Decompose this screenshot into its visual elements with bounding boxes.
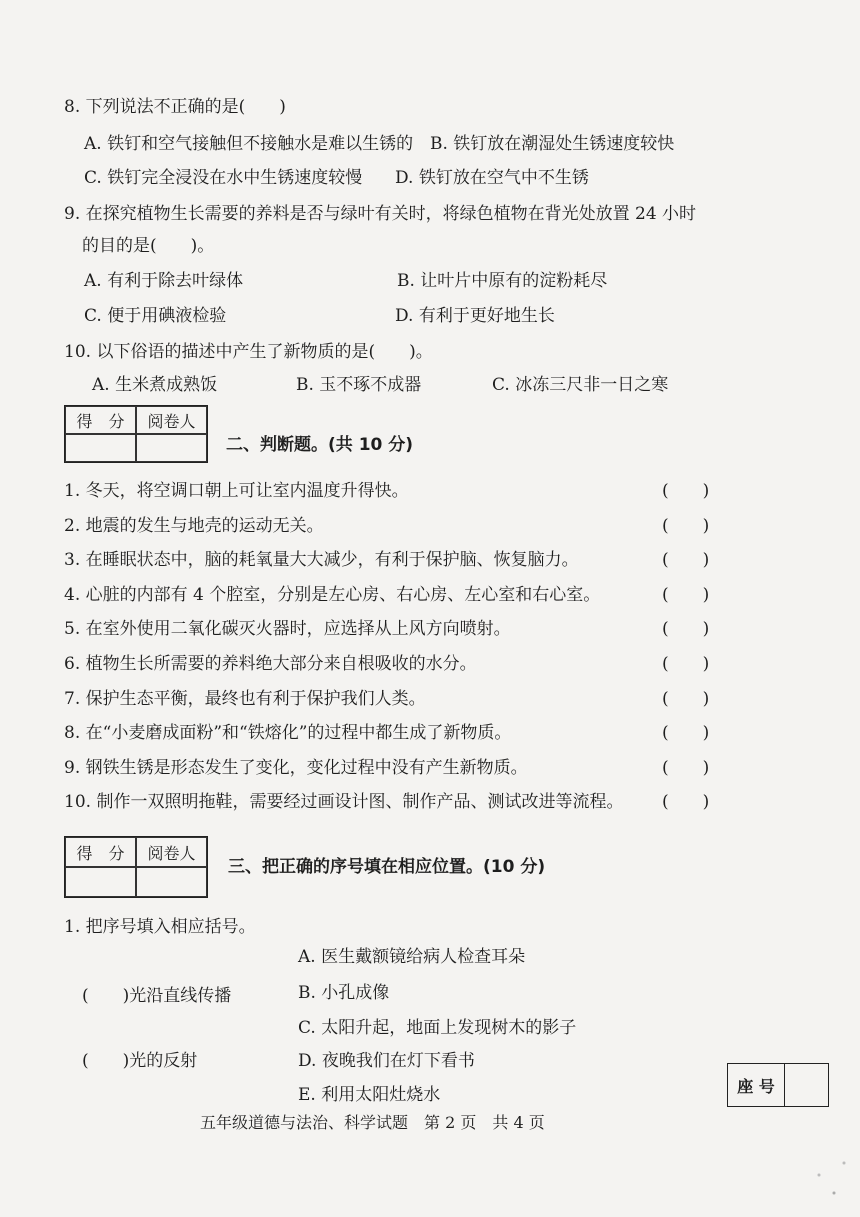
score-label: 得 分 [65,837,136,867]
q8-option-d: D. 铁钉放在空气中不生锈 [395,168,589,188]
section2-title: 二、判断题。(共 10 分) [226,435,414,455]
true-false-item: 10. 制作一双照明拖鞋，需要经过画设计图、制作产品、测试改进等流程。 [64,792,624,812]
q9-option-d: D. 有利于更好地生长 [395,306,555,326]
section2-score-box [64,405,208,463]
answer-paren[interactable]: ( ) [662,792,710,812]
score-cell [65,867,136,897]
q9-stem-line2: 的目的是( )。 [82,236,215,256]
q8-option-b: B. 铁钉放在潮湿处生锈速度较快 [430,134,675,154]
true-false-item: 3. 在睡眠状态中，脑的耗氧量大大减少，有利于保护脑、恢复脑力。 [64,550,579,570]
grader-cell [136,434,207,462]
seat-number-box [727,1063,829,1107]
true-false-item: 7. 保护生态平衡，最终也有利于保护我们人类。 [64,689,426,709]
answer-paren[interactable]: ( ) [662,723,710,743]
q8-option-c: C. 铁钉完全浸没在水中生锈速度较慢 [84,168,363,188]
s3-q1-stem: 1. 把序号填入相应括号。 [64,917,256,937]
s3-option-d: D. 夜晚我们在灯下看书 [298,1051,475,1071]
s3-option-c: C. 太阳升起，地面上发现树木的影子 [298,1018,577,1038]
page-footer: 五年级道德与法治、科学试题 第 2 页 共 4 页 [200,1113,545,1132]
score-cell [65,434,136,462]
s3-blank-reflection: ( )光的反射 [82,1051,198,1071]
answer-paren[interactable]: ( ) [662,481,710,501]
answer-paren[interactable]: ( ) [662,689,710,709]
s3-option-b: B. 小孔成像 [298,983,390,1003]
true-false-item: 6. 植物生长所需要的养料绝大部分来自根吸收的水分。 [64,654,477,674]
score-label: 得 分 [65,406,136,434]
scan-noise [804,1151,854,1211]
q8-stem: 8. 下列说法不正确的是( ) [64,97,286,117]
q8-option-a: A. 铁钉和空气接触但不接触水是难以生锈的 [84,134,414,154]
true-false-item: 9. 钢铁生锈是形态发生了变化，变化过程中没有产生新物质。 [64,758,528,778]
true-false-item: 5. 在室外使用二氧化碳灭火器时，应选择从上风方向喷射。 [64,619,511,639]
s3-option-a: A. 医生戴额镜给病人检查耳朵 [298,947,526,967]
q9-option-a: A. 有利于除去叶绿体 [84,271,244,291]
true-false-item: 8. 在“小麦磨成面粉”和“铁熔化”的过程中都生成了新物质。 [64,723,512,743]
q10-stem: 10. 以下俗语的描述中产生了新物质的是( )。 [64,342,433,362]
q10-option-a: A. 生米煮成熟饭 [92,375,218,395]
seat-number-field [785,1064,828,1106]
seat-number-label: 座 号 [728,1064,785,1106]
true-false-item: 1. 冬天，将空调口朝上可让室内温度升得快。 [64,481,409,501]
true-false-item: 2. 地震的发生与地壳的运动无关。 [64,516,324,536]
true-false-item: 4. 心脏的内部有 4 个腔室，分别是左心房、右心房、左心室和右心室。 [64,585,601,605]
answer-paren[interactable]: ( ) [662,585,710,605]
section3-score-box [64,836,208,898]
q10-option-c: C. 冰冻三尺非一日之寒 [492,375,669,395]
grader-label: 阅卷人 [136,406,207,434]
q9-stem-line1: 9. 在探究植物生长需要的养料是否与绿叶有关时，将绿色植物在背光处放置 24 小时 [64,204,697,224]
section3-title: 三、把正确的序号填在相应位置。(10 分) [228,857,546,877]
answer-paren[interactable]: ( ) [662,619,710,639]
q10-option-b: B. 玉不琢不成器 [296,375,422,395]
answer-paren[interactable]: ( ) [662,550,710,570]
grader-cell [136,867,207,897]
s3-option-e: E. 利用太阳灶烧水 [298,1085,441,1105]
answer-paren[interactable]: ( ) [662,758,710,778]
q9-option-b: B. 让叶片中原有的淀粉耗尽 [397,271,608,291]
answer-paren[interactable]: ( ) [662,516,710,536]
s3-blank-straight-line: ( )光沿直线传播 [82,986,232,1006]
answer-paren[interactable]: ( ) [662,654,710,674]
grader-label: 阅卷人 [136,837,207,867]
q9-option-c: C. 便于用碘液检验 [84,306,227,326]
